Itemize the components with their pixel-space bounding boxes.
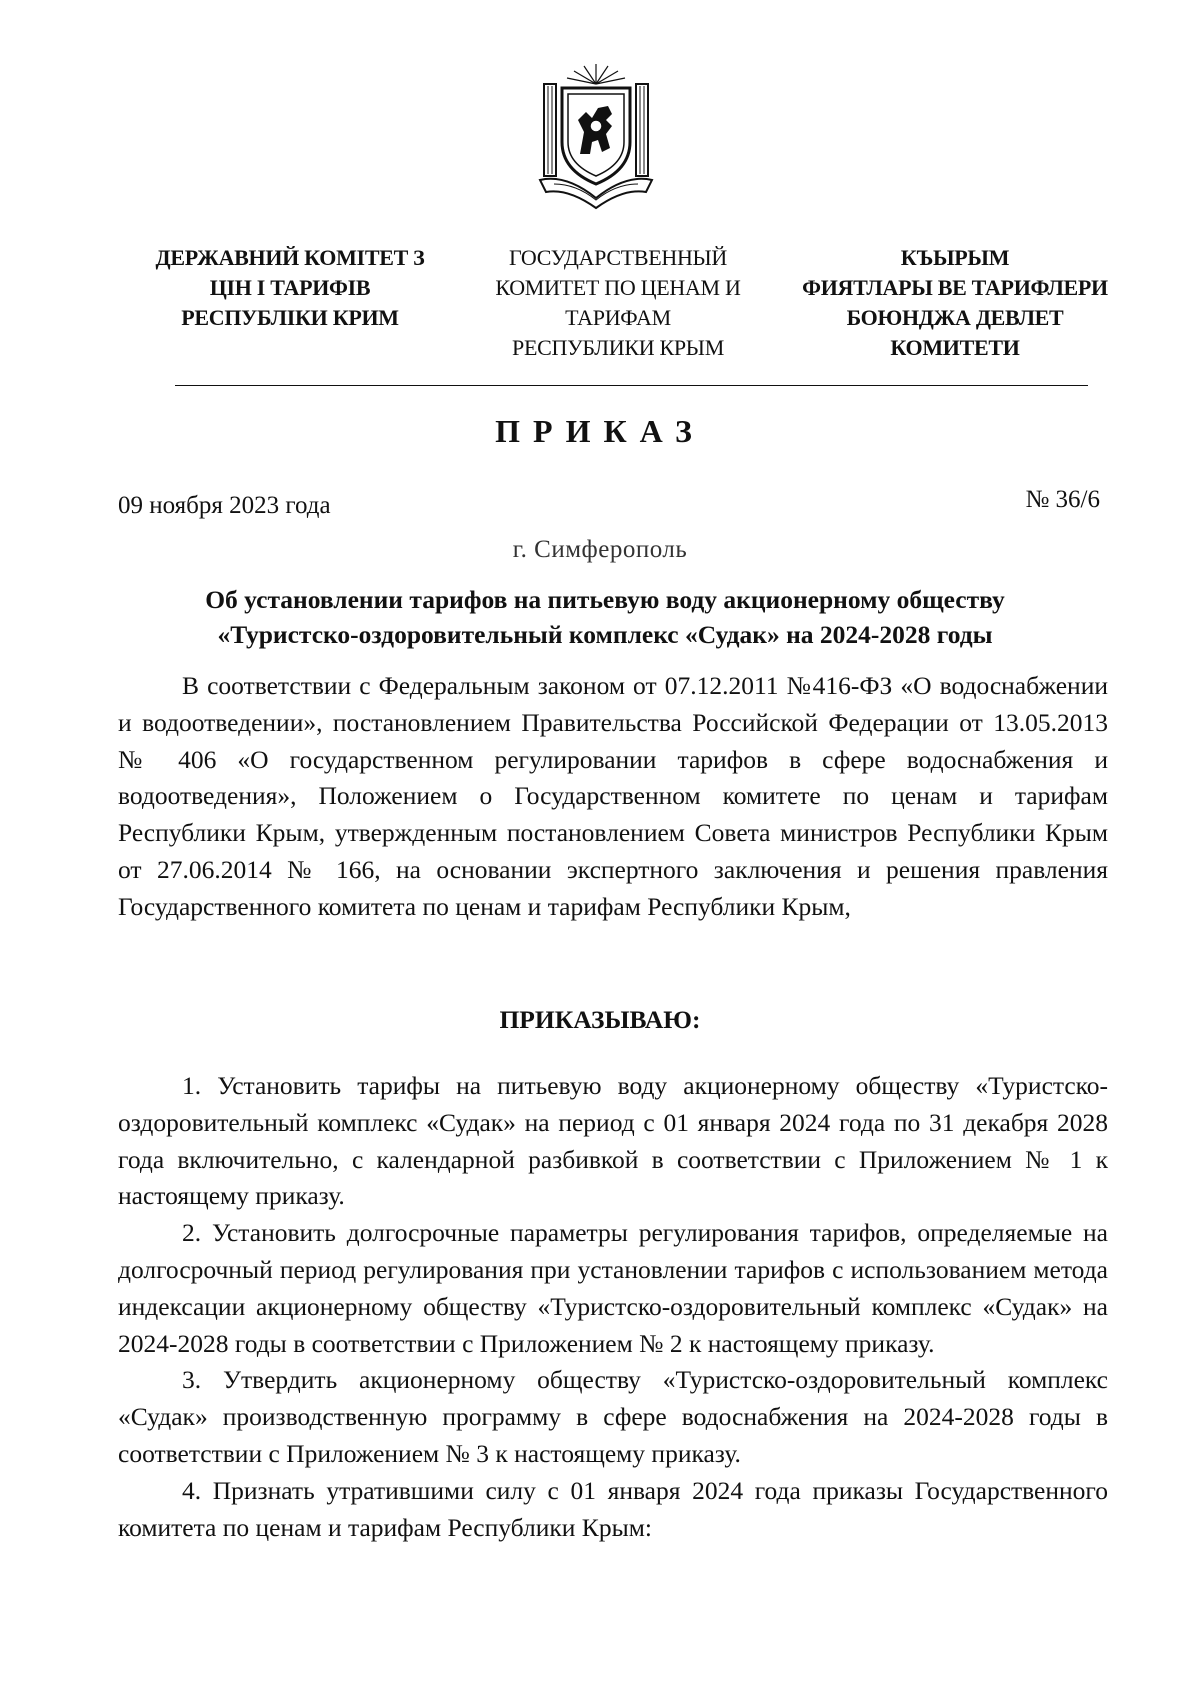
preamble-paragraph: В соответствии с Федеральным законом от 07.12.2011 №416-ФЗ «О водоснабжении и водоотведении», постановлением Правительства Российской Федерации от 13.05.2013 № 406 «О государственном регулировании тарифов в сфере водоснабжения и водоотведения», Положением о Государственном комитете по ценам и тарифам Республики Крым, утвержденным постановлением Совета министров Республики Крым от 27.06.2014 № 166, на основании экспертного заключения и решения правления Государственного комитета по ценам и тарифам Республики Крым, — [118, 671, 1108, 921]
order-word: ПРИКАЗЫВАЮ: — [499, 1005, 701, 1034]
header-line: ТАРИФАМ — [565, 305, 671, 330]
order-item: 3. Утвердить акционерному обществу «Туристско-оздоровительный комплекс «Судак» производственную программу в сфере водоснабжения на 2024-2028 годы в соответствии с Приложением № 3 к настоящему приказу. — [118, 1365, 1108, 1468]
header-line: РЕСПУБЛИКИ КРЫМ — [512, 335, 724, 360]
document-date: 09 ноября 2023 года — [118, 492, 331, 519]
header-line: ГОСУДАРСТВЕННЫЙ — [508, 245, 728, 270]
header-ukrainian — [140, 243, 440, 333]
subject-line: Об установлении тарифов на питьевую воду акционерному обществу — [205, 585, 1005, 614]
header-line: КОМИТЕТИ — [890, 335, 1020, 360]
order-item: 2. Установить долгосрочные параметры регулирования тарифов, определяемые на долгосрочный период регулирования при установлении тарифов с использованием метода индексации акционерному обществу «Туристско-оздоровительный комплекс «Судак» на 2024-2028 годы в соответствии с Приложением № 2 к настоящему приказу. — [118, 1218, 1108, 1358]
order-item: 4. Признать утратившими силу с 01 января 2024 года приказы Государственного комитета по ценам и тарифам Республики Крым: — [118, 1475, 1108, 1542]
header-russian — [468, 243, 768, 363]
header-line: ФИЯТЛАРЫ ВЕ ТАРИФЛЕРИ — [802, 275, 1108, 300]
header-line: КЪЫРЫМ — [900, 245, 1010, 270]
preamble — [118, 668, 1108, 926]
crimea-coat-of-arms-icon — [536, 62, 656, 212]
header-line: КОМИТЕТ ПО ЦЕНАМ И — [495, 275, 741, 300]
subject-line: «Туристско-оздоровительный комплекс «Судак» на 2024-2028 годы — [217, 620, 993, 649]
document-title: ПРИКАЗ — [495, 413, 705, 449]
header-divider — [175, 385, 1088, 386]
header-line: ЦІН І ТАРИФІВ — [209, 275, 371, 300]
document-city: г. Симферополь — [512, 536, 688, 563]
header-line: РЕСПУБЛІКИ КРИМ — [181, 305, 399, 330]
document-number: № 36/6 — [1025, 486, 1100, 513]
header-crimean-tatar — [800, 243, 1110, 363]
header-line: БОЮНДЖА ДЕВЛЕТ — [846, 305, 1064, 330]
order-item: 1. Установить тарифы на питьевую воду акционерному обществу «Туристско-оздоровительный комплекс «Судак» на период с 01 января 2024 года по 31 декабря 2028 года включительно, с календарной разбивкой в соответствии с Приложением № 1 к настоящему приказу. — [118, 1071, 1108, 1211]
agency-header — [120, 243, 1110, 373]
order-items — [118, 1068, 1108, 1546]
document-subject — [100, 582, 1110, 652]
header-line: ДЕРЖАВНИЙ КОМІТЕТ З — [155, 245, 425, 270]
